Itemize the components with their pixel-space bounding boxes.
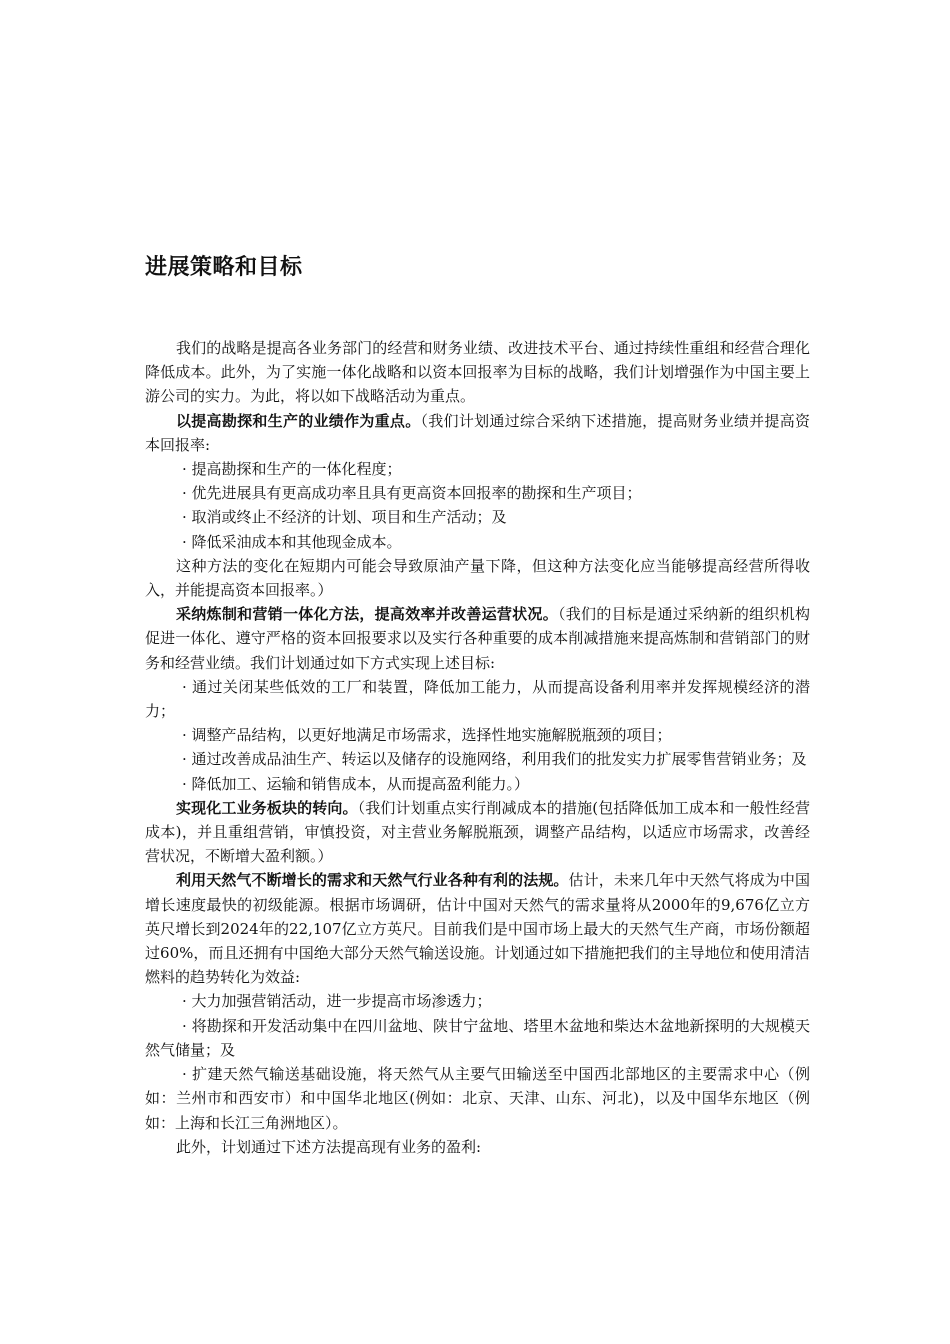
list-item: · 通过关闭某些低效的工厂和装置，降低加工能力，从而提高设备利用率并发挥规模经济的潜力；	[145, 677, 810, 721]
section-paragraph	[145, 868, 810, 989]
list-item: · 降低加工、运输和销售成本，从而提高盈利能力。）	[182, 774, 530, 793]
document-body	[145, 336, 810, 1159]
list-item: · 取消或终止不经济的计划、项目和生产活动；及	[182, 508, 507, 527]
section-lead: 采纳炼制和营销一体化方法，提高效率并改善运营状况。	[176, 605, 558, 624]
section-closing: 这种方法的变化在短期内可能会导致原油产量下降，但这种方法变化应当能够提高经营所得收入，并能提高资本回报率。）	[145, 556, 810, 600]
section-lead: 利用天然气不断增长的需求和天然气行业各种有利的法规。	[176, 871, 569, 890]
section-text: （我们的目标是通过采纳新的组织机构促进一体化、遵守严格的资本回报要求以及实行各种重要的成本削减措施来提高炼制和营销部门的财务和经营业绩。我们计划通过如下方式实现上述目标:	[145, 605, 810, 672]
list-item: · 扩建天然气输送基础设施，将天然气从主要气田输送至中国西北部地区的主要需求中心（例如：兰州市和西安市）和中国华北地区(例如：北京、天津、山东、河北)，以及中国华东地区（例如：上海和长江三角洲地区）。	[145, 1065, 810, 1132]
intro-paragraph: 我们的战略是提高各业务部门的经营和财务业绩、改进技术平台、通过持续性重组和经营合理化降低成本。此外，为了实施一体化战略和以资本回报率为目标的战略，我们计划增强作为中国主要上游公司的实力。为此，将以如下战略活动为重点。	[145, 339, 810, 406]
list-item: · 大力加强营销活动，进一步提高市场渗透力；	[182, 992, 492, 1011]
list-item: · 调整产品结构，以更好地满足市场需求，选择性地实施解脱瓶颈的项目；	[182, 726, 672, 745]
section-paragraph	[145, 796, 810, 869]
list-item: · 通过改善成品油生产、转运以及储存的设施网络，利用我们的批发实力扩展零售营销业务；及	[182, 750, 807, 769]
list-item: · 降低采油成本和其他现金成本。	[182, 532, 402, 551]
section-paragraph	[145, 602, 810, 675]
section-text: （我们计划重点实行削减成本的措施(包括降低加工成本和一般性经营成本)，并且重组营销，审慎投资，对主营业务解脱瓶颈，调整产品结构，以适应市场需求，改善经营状况，不断增大盈利额。）	[145, 798, 810, 866]
list-item: · 将勘探和开发活动集中在四川盆地、陕甘宁盆地、塔里木盆地和柴达木盆地新探明的大规模天然气储量；及	[145, 1016, 810, 1059]
section-lead: 实现化工业务板块的转向。	[176, 798, 358, 817]
list-item: · 优先进展具有更高成功率且具有更高资本回报率的勘探和生产项目；	[182, 484, 642, 503]
section-paragraph	[145, 409, 810, 457]
closing-paragraph: 此外，计划通过下述方法提高现有业务的盈利:	[176, 1137, 482, 1156]
page-title: 进展策略和目标	[145, 255, 303, 280]
list-item: · 提高勘探和生产的一体化程度；	[182, 460, 402, 479]
section-lead: 以提高勘探和生产的业绩作为重点。	[176, 411, 421, 430]
section-text: 估计，未来几年中天然气将成为中国增长速度最快的初级能源。根据市场调研，估计中国对天然气的需求量将从2000年的9,676亿立方英尺增长到2024年的22,107亿立方英尺。目前我们是中国市场上最大的天然气生产商，市场份额超过60%，而且还拥有中国绝大部分天然气输送设施。计划通过如下措施把我们的主导地位和使用清洁燃料的趋势转化为效益:	[145, 871, 810, 987]
section-text: （我们计划通过综合采纳下述措施，提高财务业绩并提高资本回报率:	[145, 411, 810, 454]
